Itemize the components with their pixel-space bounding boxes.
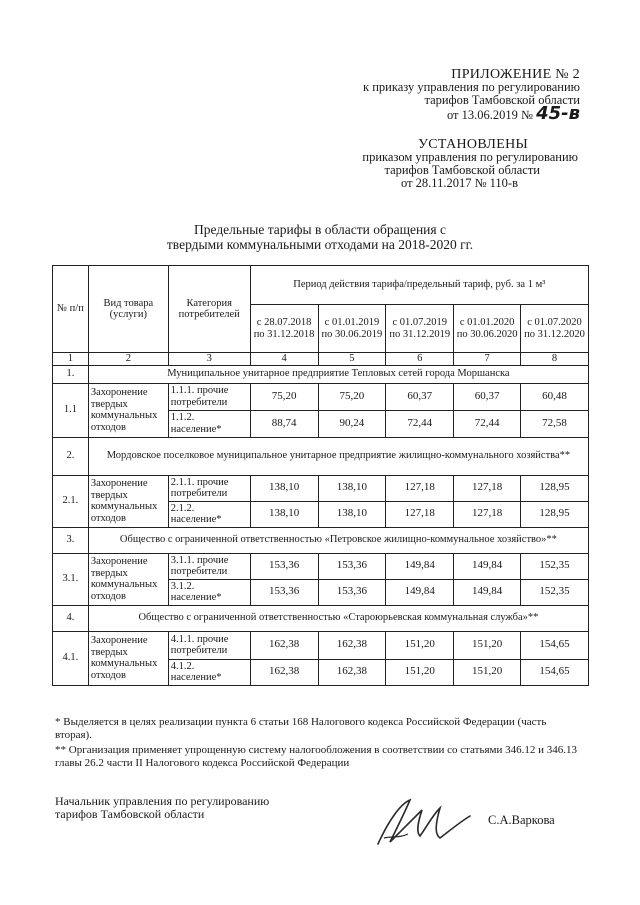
period-1: с 28.07.2018 по 31.12.2018: [250, 305, 318, 353]
footnote-2: ** Организация применяет упрощенную систему налогообложения в соответствии со статьями 346.12 и 346.13 главы 26.2 части II Налогового кодекса Российской Федерации: [55, 744, 578, 769]
tariff-value: 151,20: [386, 631, 454, 659]
org-name: Муниципальное унитарное предприятие Тепловых сетей города Моршанска: [88, 365, 588, 383]
header-num: № п/п: [53, 266, 89, 353]
tariff-value: 149,84: [386, 553, 454, 579]
tariff-value: 127,18: [386, 501, 454, 527]
category: 4.1.1. прочие потребители: [168, 631, 250, 659]
sub-num: 1.1: [53, 383, 89, 437]
col-number: 2: [88, 353, 168, 366]
category: 1.1.2. население*: [168, 410, 250, 437]
tariff-value: 162,38: [318, 659, 386, 685]
product-name: Захоронение твердых коммунальных отходов: [88, 383, 168, 437]
sub-num: 3.1.: [53, 553, 89, 605]
tariff-value: 72,58: [521, 410, 589, 437]
org-row: [53, 605, 589, 631]
col-number: 3: [168, 353, 250, 366]
tariff-value: 127,18: [386, 475, 454, 501]
document-title-line-2: твердыми коммунальными отходами на 2018-2020 гг.: [166, 237, 474, 252]
period-2: с 01.01.2019 по 30.06.2019: [318, 305, 386, 353]
org-name: Общество с ограниченной ответственностью «Староюрьевская коммунальная служба»**: [88, 605, 588, 631]
tariff-value: 138,10: [318, 475, 386, 501]
col-number: 5: [318, 353, 386, 366]
header-product: Вид товара (услуги): [88, 266, 168, 353]
tariff-value: 90,24: [318, 410, 386, 437]
established-block: [300, 138, 578, 190]
tariff-value: 138,10: [250, 501, 318, 527]
tariff-value: 162,38: [250, 659, 318, 685]
tariff-value: 162,38: [318, 631, 386, 659]
header-category: Категория потребителей: [168, 266, 250, 353]
col-number: 8: [521, 353, 589, 366]
tariff-value: 138,10: [318, 501, 386, 527]
org-row: [53, 437, 589, 475]
org-name: Общество с ограниченной ответственностью «Петровское жилищно-коммунальное хозяйство»**: [88, 527, 588, 553]
col-number: 7: [454, 353, 521, 366]
header-row-1: [53, 266, 589, 305]
established-line-3: от 28.11.2017 № 110-в: [401, 176, 518, 190]
tariff-value: 151,20: [454, 631, 521, 659]
tariff-value: 60,37: [454, 383, 521, 410]
footnote-1: * Выделяется в целях реализации пункта 6 статьи 168 Налогового кодекса Российской Федерации (часть вторая).: [55, 716, 547, 741]
appendix-date: от 13.06.2019 №: [446, 108, 533, 122]
tariff-value: 128,95: [521, 501, 589, 527]
tariff-row: [53, 553, 589, 579]
tariff-value: 60,48: [521, 383, 589, 410]
category: 1.1.1. прочие потребители: [168, 383, 250, 410]
appendix-block: [300, 68, 580, 122]
product-name: Захоронение твердых коммунальных отходов: [88, 631, 168, 685]
tariff-value: 138,10: [250, 475, 318, 501]
sub-num: 4.1.: [53, 631, 89, 685]
period-5: с 01.07.2020 по 31.12.2020: [521, 305, 589, 353]
category: 2.1.2. население*: [168, 501, 250, 527]
tariff-value: 151,20: [386, 659, 454, 685]
col-number: 4: [250, 353, 318, 366]
document-title: [60, 222, 580, 252]
tariff-value: 153,36: [250, 579, 318, 605]
tariff-value: 153,36: [318, 579, 386, 605]
signatory-name: С.А.Варкова: [488, 813, 555, 827]
signatory-position-line-1: Начальник управления по регулированию: [55, 794, 270, 808]
category: 3.1.1. прочие потребители: [168, 553, 250, 579]
appendix-line-1: к приказу управления по регулированию: [363, 80, 580, 94]
section-num: 4.: [53, 605, 89, 631]
product-name: Захоронение твердых коммунальных отходов: [88, 553, 168, 605]
handwritten-order-number: 45-в: [536, 103, 580, 124]
tariff-value: 154,65: [521, 631, 589, 659]
tariff-value: 153,36: [318, 553, 386, 579]
tariff-row: [53, 383, 589, 410]
header-period: Период действия тарифа/предельный тариф, руб. за 1 м³: [250, 266, 588, 305]
tariff-value: 153,36: [250, 553, 318, 579]
handwritten-signature-icon: [370, 792, 480, 852]
tariff-value: 60,37: [386, 383, 454, 410]
tariff-value: 72,44: [386, 410, 454, 437]
tariff-value: 162,38: [250, 631, 318, 659]
tariff-value: 75,20: [318, 383, 386, 410]
product-name: Захоронение твердых коммунальных отходов: [88, 475, 168, 527]
tariff-value: 154,65: [521, 659, 589, 685]
section-num: 2.: [53, 437, 89, 475]
category: 3.1.2. население*: [168, 579, 250, 605]
tariff-value: 149,84: [454, 579, 521, 605]
tariff-value: 152,35: [521, 579, 589, 605]
appendix-title: ПРИЛОЖЕНИЕ № 2: [451, 67, 580, 82]
col-number: 1: [53, 353, 89, 366]
period-3: с 01.07.2019 по 31.12.2019: [386, 305, 454, 353]
appendix-line-2: тарифов Тамбовской области: [424, 93, 580, 107]
tariff-value: 72,44: [454, 410, 521, 437]
tariff-value: 149,84: [454, 553, 521, 579]
category: 2.1.1. прочие потребители: [168, 475, 250, 501]
tariff-row: [53, 631, 589, 659]
tariff-row: [53, 475, 589, 501]
column-number-row: [53, 353, 589, 366]
signatory-position: [55, 795, 355, 820]
section-num: 3.: [53, 527, 89, 553]
tariff-value: 88,74: [250, 410, 318, 437]
sub-num: 2.1.: [53, 475, 89, 527]
footnotes: [55, 716, 585, 772]
org-row: [53, 365, 589, 383]
tariff-value: 75,20: [250, 383, 318, 410]
category: 4.1.2. население*: [168, 659, 250, 685]
section-num: 1.: [53, 365, 89, 383]
org-row: [53, 527, 589, 553]
tariff-value: 149,84: [386, 579, 454, 605]
org-name: Мордовское поселковое муниципальное унитарное предприятие жилищно-коммунального хозяйства**: [88, 437, 588, 475]
signatory-position-line-2: тарифов Тамбовской области: [55, 806, 205, 821]
tariff-value: 127,18: [454, 501, 521, 527]
tariffs-table: [52, 265, 589, 686]
tariff-value: 151,20: [454, 659, 521, 685]
established-line-1: приказом управления по регулированию: [362, 150, 578, 164]
tariff-value: 127,18: [454, 475, 521, 501]
tariff-value: 152,35: [521, 553, 589, 579]
appendix-line-3: [300, 103, 580, 124]
period-4: с 01.01.2020 по 30.06.2020: [454, 305, 521, 353]
established-title: УСТАНОВЛЕНЫ: [418, 137, 528, 152]
document-title-line-1: Предельные тарифы в области обращения с: [194, 222, 446, 237]
established-line-2: тарифов Тамбовской области: [384, 163, 540, 177]
tariff-value: 128,95: [521, 475, 589, 501]
col-number: 6: [386, 353, 454, 366]
